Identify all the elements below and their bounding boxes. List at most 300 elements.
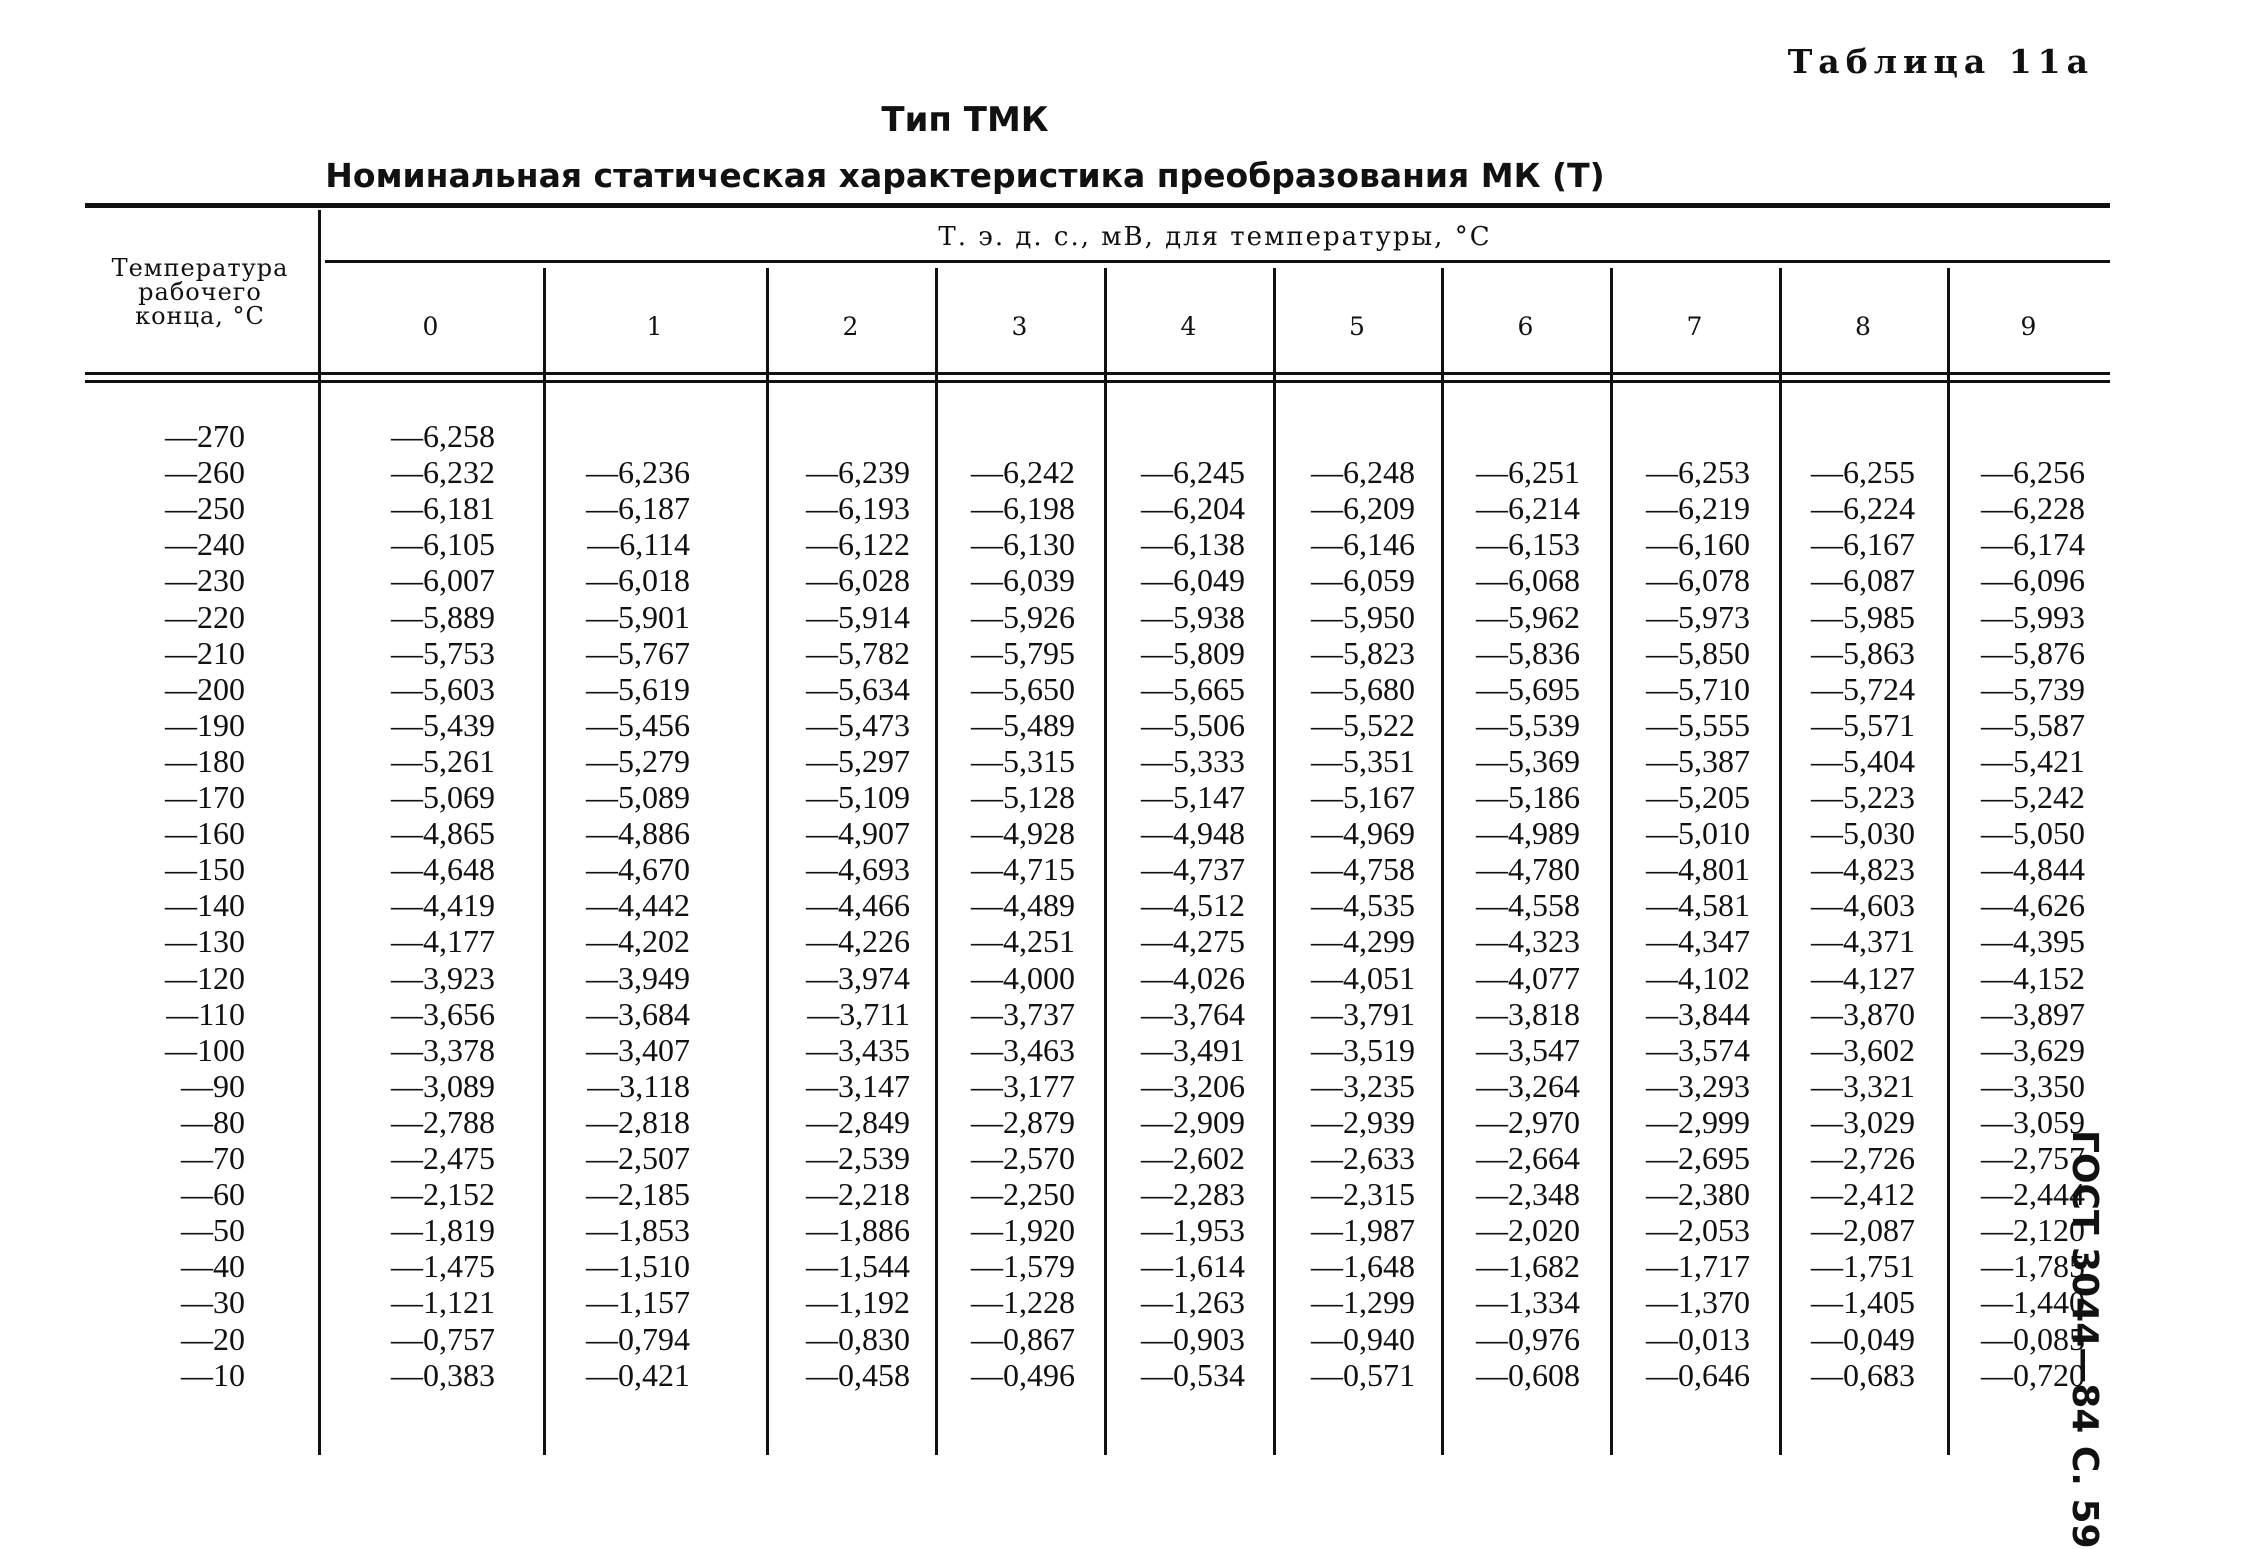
emf-cell: —6,167 <box>1811 526 1915 563</box>
emf-cell: —1,920 <box>971 1212 1075 1249</box>
emf-cell: —2,444 <box>1981 1176 2085 1213</box>
emf-cell: —2,507 <box>586 1140 690 1176</box>
emf-cell: —1,405 <box>1811 1284 1915 1321</box>
temperature-cell: —150 <box>165 851 245 888</box>
emf-cell: —3,844 <box>1646 995 1750 1032</box>
emf-cell: —5,809 <box>1141 634 1245 671</box>
emf-cell: —5,724 <box>1811 670 1915 707</box>
emf-cell: —0,534 <box>1141 1356 1245 1393</box>
emf-cell <box>915 418 1075 454</box>
emf-cell: —1,370 <box>1646 1284 1750 1321</box>
emf-cell: —5,369 <box>1476 742 1580 779</box>
emf-cell: —3,407 <box>586 1031 690 1068</box>
emf-cell: —6,193 <box>806 490 910 527</box>
emf-cell: —1,886 <box>806 1212 910 1249</box>
temperature-cell: —180 <box>165 742 245 779</box>
emf-cell: —4,251 <box>971 923 1075 960</box>
temperature-cell: —120 <box>165 959 245 996</box>
emf-cell: —6,248 <box>1311 454 1415 491</box>
emf-cell: —5,404 <box>1811 742 1915 779</box>
emf-cell: —3,656 <box>391 995 495 1032</box>
emf-cell: —6,253 <box>1646 454 1750 491</box>
emf-cell: —6,209 <box>1311 490 1415 527</box>
emf-cell: —0,830 <box>806 1320 910 1357</box>
emf-cell: —3,206 <box>1141 1067 1245 1104</box>
emf-cell: —5,128 <box>971 779 1075 815</box>
emf-cell: —3,177 <box>971 1067 1075 1104</box>
emf-cell: —5,261 <box>391 742 495 779</box>
table-row <box>0 526 2244 562</box>
emf-cell: —1,121 <box>391 1284 495 1321</box>
temperature-cell: —130 <box>165 923 245 960</box>
emf-cell: —3,974 <box>806 959 910 996</box>
emf-cell: —6,105 <box>391 526 495 563</box>
table-row <box>0 996 2244 1032</box>
temperature-cell: —110 <box>166 995 245 1032</box>
emf-cell: —5,973 <box>1646 598 1750 635</box>
emf-cell: —2,539 <box>806 1140 910 1176</box>
temperature-cell: —30 <box>181 1284 245 1321</box>
emf-cell: —5,695 <box>1476 670 1580 707</box>
emf-cell: —0,608 <box>1476 1356 1580 1393</box>
emf-cell: —0,646 <box>1646 1356 1750 1393</box>
emf-cell: —6,228 <box>1981 490 2085 527</box>
emf-cell: —1,953 <box>1141 1212 1245 1249</box>
emf-cell: —5,439 <box>391 706 495 743</box>
table-row <box>0 490 2244 526</box>
emf-cell: —6,251 <box>1476 454 1580 491</box>
emf-cell <box>1755 418 1915 454</box>
emf-cell: —4,026 <box>1141 959 1245 996</box>
row-header-line: Температура <box>111 254 289 282</box>
emf-cell: —6,236 <box>586 454 690 491</box>
table-row <box>0 815 2244 851</box>
emf-cell: —5,297 <box>806 742 910 779</box>
column-header: 4 <box>1180 312 1197 341</box>
temperature-cell: —230 <box>165 562 245 599</box>
emf-cell: —3,264 <box>1476 1067 1580 1104</box>
emf-cell: —4,989 <box>1476 815 1580 852</box>
emf-cell <box>1590 418 1750 454</box>
emf-cell: —6,130 <box>971 526 1075 563</box>
emf-cell: —3,764 <box>1141 995 1245 1032</box>
emf-cell: —6,087 <box>1811 562 1915 599</box>
table-row <box>0 1140 2244 1176</box>
emf-cell: —5,506 <box>1141 706 1245 743</box>
emf-cell: —0,757 <box>391 1320 495 1357</box>
emf-cell: —3,118 <box>587 1067 690 1104</box>
temperature-cell: —80 <box>181 1103 245 1140</box>
emf-cell: —5,351 <box>1311 742 1415 779</box>
row-header-line: рабочего <box>138 278 262 306</box>
emf-cell: —4,558 <box>1476 887 1580 924</box>
emf-cell: —0,383 <box>391 1356 495 1393</box>
side-label: ГОСТ 3044—84 С. 59 <box>2064 1130 2105 1549</box>
column-header: 2 <box>842 312 859 341</box>
emf-cell: —3,235 <box>1311 1067 1415 1104</box>
emf-cell: —4,152 <box>1981 959 2085 996</box>
emf-cell: —2,218 <box>806 1176 910 1213</box>
emf-cell: —1,510 <box>586 1248 690 1285</box>
emf-cell: —2,818 <box>586 1103 690 1140</box>
emf-cell: —4,581 <box>1646 887 1750 924</box>
emf-cell: —5,710 <box>1646 670 1750 707</box>
emf-cell: —2,348 <box>1476 1176 1580 1213</box>
emf-cell: —5,421 <box>1981 742 2085 779</box>
temperature-cell: —210 <box>165 634 245 671</box>
emf-cell: —3,059 <box>1981 1103 2085 1140</box>
emf-cell: —1,157 <box>586 1284 690 1321</box>
emf-cell: —5,782 <box>806 634 910 671</box>
emf-cell <box>1085 418 1245 454</box>
emf-cell: —1,785 <box>1981 1248 2085 1285</box>
table-row <box>0 1212 2244 1248</box>
span-header-rule <box>325 260 2110 263</box>
emf-cell: —2,475 <box>391 1140 495 1176</box>
emf-cell: —1,299 <box>1311 1284 1415 1321</box>
table-row <box>0 1068 2244 1104</box>
temperature-cell: —60 <box>181 1176 245 1213</box>
emf-cell: —5,333 <box>1141 742 1245 779</box>
emf-cell: —5,619 <box>586 670 690 707</box>
emf-cell: —1,751 <box>1811 1248 1915 1285</box>
emf-cell: —6,198 <box>971 490 1075 527</box>
emf-cell: —5,387 <box>1646 742 1750 779</box>
temperature-cell: —10 <box>181 1356 245 1393</box>
emf-cell: —1,192 <box>806 1284 910 1321</box>
emf-cell: —0,496 <box>971 1356 1075 1393</box>
emf-cell: —1,987 <box>1311 1212 1415 1249</box>
emf-cell: —4,648 <box>391 851 495 888</box>
emf-cell: —4,466 <box>806 887 910 924</box>
emf-cell: —4,715 <box>971 851 1075 888</box>
emf-cell: —5,010 <box>1646 815 1750 852</box>
emf-cell: —4,907 <box>806 815 910 852</box>
emf-cell: —3,923 <box>391 959 495 996</box>
emf-cell: —5,089 <box>586 779 690 815</box>
column-header: 3 <box>1011 312 1028 341</box>
emf-cell: —6,007 <box>391 562 495 599</box>
emf-cell: —6,181 <box>391 490 495 527</box>
table-row <box>0 1284 2244 1320</box>
emf-cell: —0,013 <box>1646 1320 1750 1357</box>
emf-cell: —4,844 <box>1981 851 2085 888</box>
table-row <box>0 743 2244 779</box>
emf-cell: —5,914 <box>806 598 910 635</box>
emf-cell: —4,512 <box>1141 887 1245 924</box>
emf-cell: —4,489 <box>971 887 1075 924</box>
temperature-cell: —240 <box>165 526 245 563</box>
temperature-cell: —70 <box>181 1140 245 1176</box>
emf-cell: —2,250 <box>971 1176 1075 1213</box>
emf-cell: —1,853 <box>586 1212 690 1249</box>
emf-cell: —2,757 <box>1981 1140 2085 1176</box>
emf-cell: —4,758 <box>1311 851 1415 888</box>
emf-cell: —4,395 <box>1981 923 2085 960</box>
emf-cell: —4,419 <box>391 887 495 924</box>
emf-cell <box>530 418 690 454</box>
emf-cell: —2,185 <box>586 1176 690 1213</box>
emf-cell: —6,122 <box>806 526 910 563</box>
emf-cell: —5,109 <box>806 779 910 815</box>
emf-cell: —1,819 <box>391 1212 495 1249</box>
emf-cell: —3,029 <box>1811 1103 1915 1140</box>
emf-cell: —4,202 <box>586 923 690 960</box>
emf-cell: —3,629 <box>1981 1031 2085 1068</box>
emf-cell: —5,186 <box>1476 779 1580 815</box>
emf-cell: —6,059 <box>1311 562 1415 599</box>
table-row <box>0 887 2244 923</box>
temperature-cell: —270 <box>165 418 245 454</box>
emf-cell: —6,242 <box>971 454 1075 491</box>
emf-cell: —1,648 <box>1311 1248 1415 1285</box>
column-header: 6 <box>1517 312 1534 341</box>
emf-cell: —3,378 <box>391 1031 495 1068</box>
emf-cell: —3,711 <box>807 995 910 1032</box>
temperature-cell: —90 <box>181 1067 245 1104</box>
temperature-cell: —190 <box>165 706 245 743</box>
emf-cell: —6,204 <box>1141 490 1245 527</box>
emf-cell: —3,435 <box>806 1031 910 1068</box>
emf-cell: —4,102 <box>1646 959 1750 996</box>
emf-cell: —5,836 <box>1476 634 1580 671</box>
emf-cell: —4,177 <box>391 923 495 960</box>
emf-cell: —6,224 <box>1811 490 1915 527</box>
table-row <box>0 1032 2244 1068</box>
temperature-cell: —250 <box>165 490 245 527</box>
row-header-line: конца, °С <box>135 302 265 330</box>
emf-cell: —2,879 <box>971 1103 1075 1140</box>
emf-cell: —3,350 <box>1981 1067 2085 1104</box>
temperature-cell: —220 <box>165 598 245 635</box>
emf-cell: —6,219 <box>1646 490 1750 527</box>
emf-cell: —4,442 <box>586 887 690 924</box>
table-row <box>0 1321 2244 1357</box>
emf-cell: —5,739 <box>1981 670 2085 707</box>
emf-cell: —6,114 <box>587 526 690 563</box>
emf-cell: —5,753 <box>391 634 495 671</box>
emf-cell: —4,886 <box>586 815 690 852</box>
emf-cell: —6,138 <box>1141 526 1245 563</box>
top-rule <box>85 203 2110 208</box>
emf-cell: —2,664 <box>1476 1140 1580 1176</box>
emf-cell: —2,087 <box>1811 1212 1915 1249</box>
table-row <box>0 851 2244 887</box>
emf-cell: —5,767 <box>586 634 690 671</box>
emf-cell: —5,985 <box>1811 598 1915 635</box>
temperature-cell: —170 <box>165 779 245 815</box>
emf-cell <box>1925 418 2085 454</box>
emf-cell: —4,051 <box>1311 959 1415 996</box>
emf-cell: —6,039 <box>971 562 1075 599</box>
emf-cell: —0,867 <box>971 1320 1075 1357</box>
emf-cell: —4,226 <box>806 923 910 960</box>
emf-cell: —1,682 <box>1476 1248 1580 1285</box>
emf-cell: —4,347 <box>1646 923 1750 960</box>
emf-cell: —6,018 <box>586 562 690 599</box>
emf-cell <box>1255 418 1415 454</box>
emf-cell: —5,571 <box>1811 706 1915 743</box>
emf-cell: —1,440 <box>1981 1284 2085 1321</box>
emf-cell: —5,539 <box>1476 706 1580 743</box>
table-row <box>0 635 2244 671</box>
emf-cell: —4,865 <box>391 815 495 852</box>
emf-cell: —5,850 <box>1646 634 1750 671</box>
emf-cell: —1,544 <box>806 1248 910 1285</box>
emf-cell: —0,085 <box>1981 1320 2085 1357</box>
emf-cell: —5,279 <box>586 742 690 779</box>
emf-cell: —1,579 <box>971 1248 1075 1285</box>
emf-cell: —4,737 <box>1141 851 1245 888</box>
emf-cell: —4,626 <box>1981 887 2085 924</box>
emf-cell: —5,030 <box>1811 815 1915 852</box>
temperature-cell: —50 <box>181 1212 245 1249</box>
table-row <box>0 960 2244 996</box>
temperature-cell: —100 <box>165 1031 245 1068</box>
emf-cell: —6,255 <box>1811 454 1915 491</box>
emf-cell <box>750 418 910 454</box>
emf-cell: —4,780 <box>1476 851 1580 888</box>
column-header: 9 <box>2020 312 2037 341</box>
span-header: Т. э. д. с., мВ, для температуры, °С <box>938 222 1492 252</box>
emf-cell: —3,491 <box>1141 1031 1245 1068</box>
emf-cell: —6,245 <box>1141 454 1245 491</box>
emf-cell: —6,068 <box>1476 562 1580 599</box>
column-header: 5 <box>1349 312 1365 341</box>
emf-cell: —3,602 <box>1811 1031 1915 1068</box>
emf-cell: —3,147 <box>806 1067 910 1104</box>
emf-cell: —5,242 <box>1981 779 2085 815</box>
emf-cell: —3,321 <box>1811 1067 1915 1104</box>
table-row <box>0 599 2244 635</box>
emf-cell: —5,962 <box>1476 598 1580 635</box>
emf-cell: —2,602 <box>1141 1140 1245 1176</box>
emf-cell: —2,849 <box>806 1103 910 1140</box>
emf-cell <box>1420 418 1580 454</box>
emf-cell: —3,519 <box>1311 1031 1415 1068</box>
emf-cell: —5,205 <box>1646 779 1750 815</box>
emf-cell: —5,587 <box>1981 706 2085 743</box>
emf-cell: —2,726 <box>1811 1140 1915 1176</box>
emf-cell: —5,889 <box>391 598 495 635</box>
emf-cell: —4,948 <box>1141 815 1245 852</box>
temperature-cell: —40 <box>181 1248 245 1285</box>
emf-cell: —4,127 <box>1811 959 1915 996</box>
emf-cell: —0,794 <box>586 1320 690 1357</box>
emf-cell: —2,152 <box>391 1176 495 1213</box>
header-rule-lower <box>85 380 2110 383</box>
emf-cell: —5,147 <box>1141 779 1245 815</box>
emf-cell: —2,695 <box>1646 1140 1750 1176</box>
temperature-cell: —160 <box>165 815 245 852</box>
emf-cell: —0,720 <box>1981 1356 2085 1393</box>
emf-cell: —0,683 <box>1811 1356 1915 1393</box>
emf-cell: —0,940 <box>1311 1320 1415 1357</box>
emf-cell: —2,315 <box>1311 1176 1415 1213</box>
emf-cell: —5,863 <box>1811 634 1915 671</box>
type-title: Тип ТМК <box>881 100 1049 140</box>
emf-cell: —1,717 <box>1646 1248 1750 1285</box>
emf-cell: —6,153 <box>1476 526 1580 563</box>
emf-cell: —6,187 <box>586 490 690 527</box>
table-row <box>0 671 2244 707</box>
emf-cell: —5,473 <box>806 706 910 743</box>
emf-cell: —5,650 <box>971 670 1075 707</box>
emf-cell: —6,028 <box>806 562 910 599</box>
emf-cell: —5,665 <box>1141 670 1245 707</box>
emf-cell: —5,823 <box>1311 634 1415 671</box>
emf-cell: —5,489 <box>971 706 1075 743</box>
emf-cell: —5,050 <box>1981 815 2085 852</box>
table-row <box>0 562 2244 598</box>
emf-cell: —3,870 <box>1811 995 1915 1032</box>
emf-cell: —4,801 <box>1646 851 1750 888</box>
emf-cell: —2,970 <box>1476 1103 1580 1140</box>
emf-cell: —3,897 <box>1981 995 2085 1032</box>
emf-cell: —4,603 <box>1811 887 1915 924</box>
emf-cell: —4,969 <box>1311 815 1415 852</box>
emf-cell: —3,293 <box>1646 1067 1750 1104</box>
column-header: 0 <box>422 312 439 341</box>
emf-cell: —6,232 <box>391 454 495 491</box>
emf-cell: —5,926 <box>971 598 1075 635</box>
temperature-cell: —140 <box>165 887 245 924</box>
emf-cell: —0,049 <box>1811 1320 1915 1357</box>
emf-cell: —2,570 <box>971 1140 1075 1176</box>
table-row <box>0 923 2244 959</box>
emf-cell: —5,634 <box>806 670 910 707</box>
emf-cell: —2,380 <box>1646 1176 1750 1213</box>
emf-cell: —2,633 <box>1311 1140 1415 1176</box>
table-row <box>0 454 2244 490</box>
emf-cell: —6,256 <box>1981 454 2085 491</box>
emf-cell: —5,795 <box>971 634 1075 671</box>
emf-cell: —4,535 <box>1311 887 1415 924</box>
emf-cell: —2,412 <box>1811 1176 1915 1213</box>
emf-cell: —5,901 <box>586 598 690 635</box>
emf-cell: —1,228 <box>971 1284 1075 1321</box>
emf-cell: —0,976 <box>1476 1320 1580 1357</box>
emf-cell: —2,999 <box>1646 1103 1750 1140</box>
emf-cell: —3,089 <box>391 1067 495 1104</box>
emf-cell: —6,049 <box>1141 562 1245 599</box>
emf-cell: —4,693 <box>806 851 910 888</box>
emf-cell: —1,334 <box>1476 1284 1580 1321</box>
table-label: Таблица 11а <box>1787 42 2094 81</box>
emf-cell: —5,603 <box>391 670 495 707</box>
header-rule-upper <box>85 372 2110 375</box>
emf-cell: —3,684 <box>586 995 690 1032</box>
emf-cell: —3,737 <box>971 995 1075 1032</box>
column-header: 8 <box>1855 312 1871 341</box>
emf-cell: —5,950 <box>1311 598 1415 635</box>
emf-cell: —2,120 <box>1981 1212 2085 1249</box>
emf-cell: —2,020 <box>1476 1212 1580 1249</box>
emf-cell: —5,069 <box>391 779 495 815</box>
emf-cell: —6,078 <box>1646 562 1750 599</box>
emf-cell: —5,555 <box>1646 706 1750 743</box>
emf-cell: —4,371 <box>1811 923 1915 960</box>
emf-cell: —2,788 <box>391 1103 495 1140</box>
emf-cell: —4,323 <box>1476 923 1580 960</box>
table-row <box>0 418 2244 454</box>
column-header: 7 <box>1686 312 1703 341</box>
temperature-cell: —200 <box>165 670 245 707</box>
emf-cell: —6,258 <box>391 418 495 454</box>
emf-cell: —5,167 <box>1311 779 1415 815</box>
emf-cell: —5,522 <box>1311 706 1415 743</box>
emf-cell: —4,077 <box>1476 959 1580 996</box>
